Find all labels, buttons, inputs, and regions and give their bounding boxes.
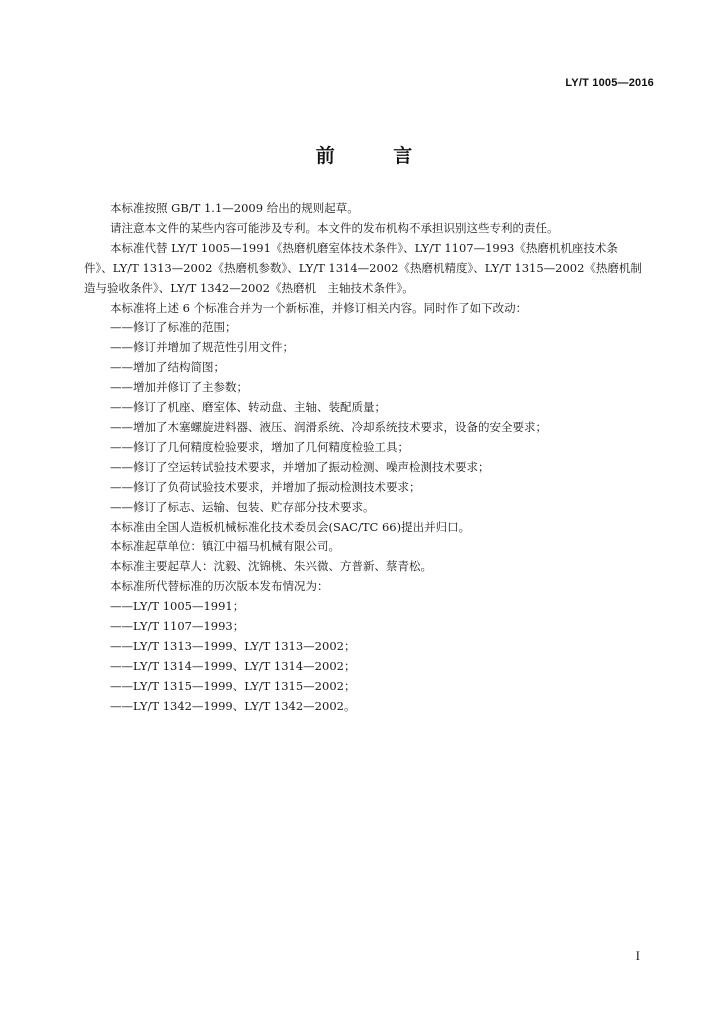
list-item: ——修订并增加了规范性引用文件； [110, 340, 294, 355]
text-line: 本标准起草单位：镇江中福马机械有限公司。 [110, 539, 340, 554]
list-item: ——修订了标志、运输、包装、贮存部分技术要求。 [110, 499, 375, 514]
list-item: ——修订了机座、磨室体、转动盘、主轴、装配质量； [110, 400, 386, 415]
page-number: I [635, 948, 640, 963]
text-line: 本标准将上述 6 个标准合并为一个新标准，并修订相关内容。同时作了如下改动： [110, 300, 528, 315]
list-item: ——LY/T 1107—1993； [110, 619, 245, 634]
text-line: 造与验收条件》、LY/T 1342—2002《热磨机 主轴技术条件》。 [84, 280, 414, 295]
list-item: ——修订了标准的范围； [110, 320, 237, 335]
list-item: ——LY/T 1313—1999、LY/T 1313—2002； [110, 638, 356, 653]
list-item: ——LY/T 1314—1999、LY/T 1314—2002； [110, 658, 356, 673]
list-item: ——增加并修订了主参数； [110, 380, 248, 395]
list-item: ——增加了结构简图； [110, 360, 225, 375]
list-item: ——LY/T 1342—1999、LY/T 1342—2002。 [110, 698, 356, 713]
page-title: 前 言 [315, 145, 439, 167]
text-line: 本标准由全国人造板机械标准化技术委员会(SAC/TC 66)提出并归口。 [110, 519, 471, 534]
text-line: 件》、LY/T 1313—2002《热磨机参数》、LY/T 1314—2002《热磨机精度》、LY/T 1315—2002《热磨机制 [84, 260, 642, 275]
text-line: 本标准按照 GB/T 1.1—2009 给出的规则起草。 [110, 201, 359, 215]
text-line: 本标准所代替标准的历次版本发布情况为： [110, 579, 329, 594]
list-item: ——增加了木塞螺旋进料器、液压、润滑系统、冷却系统技术要求，设备的安全要求； [110, 419, 547, 434]
text-line: 请注意本文件的某些内容可能涉及专利。本文件的发布机构不承担识别这些专利的责任。 [110, 220, 559, 235]
list-item: ——修订了几何精度检验要求，增加了几何精度检验工具； [110, 439, 409, 454]
foreword-body [84, 199, 650, 717]
text-line: 本标准主要起草人：沈毅、沈锦桃、朱兴微、方普新、蔡青松。 [110, 559, 432, 574]
document-code: LY/T 1005—2016 [565, 77, 654, 89]
list-item: ——修订了负荷试验技术要求，并增加了振动检测技术要求； [110, 479, 421, 494]
list-item: ——LY/T 1005—1991； [110, 599, 245, 614]
list-item: ——LY/T 1315—1999、LY/T 1315—2002； [110, 678, 356, 693]
list-item: ——修订了空运转试验技术要求，并增加了振动检测、噪声检测技术要求； [110, 459, 490, 474]
text-line: 本标准代替 LY/T 1005—1991《热磨机磨室体技术条件》、LY/T 1107—1993《热磨机机座技术条 [110, 240, 618, 255]
